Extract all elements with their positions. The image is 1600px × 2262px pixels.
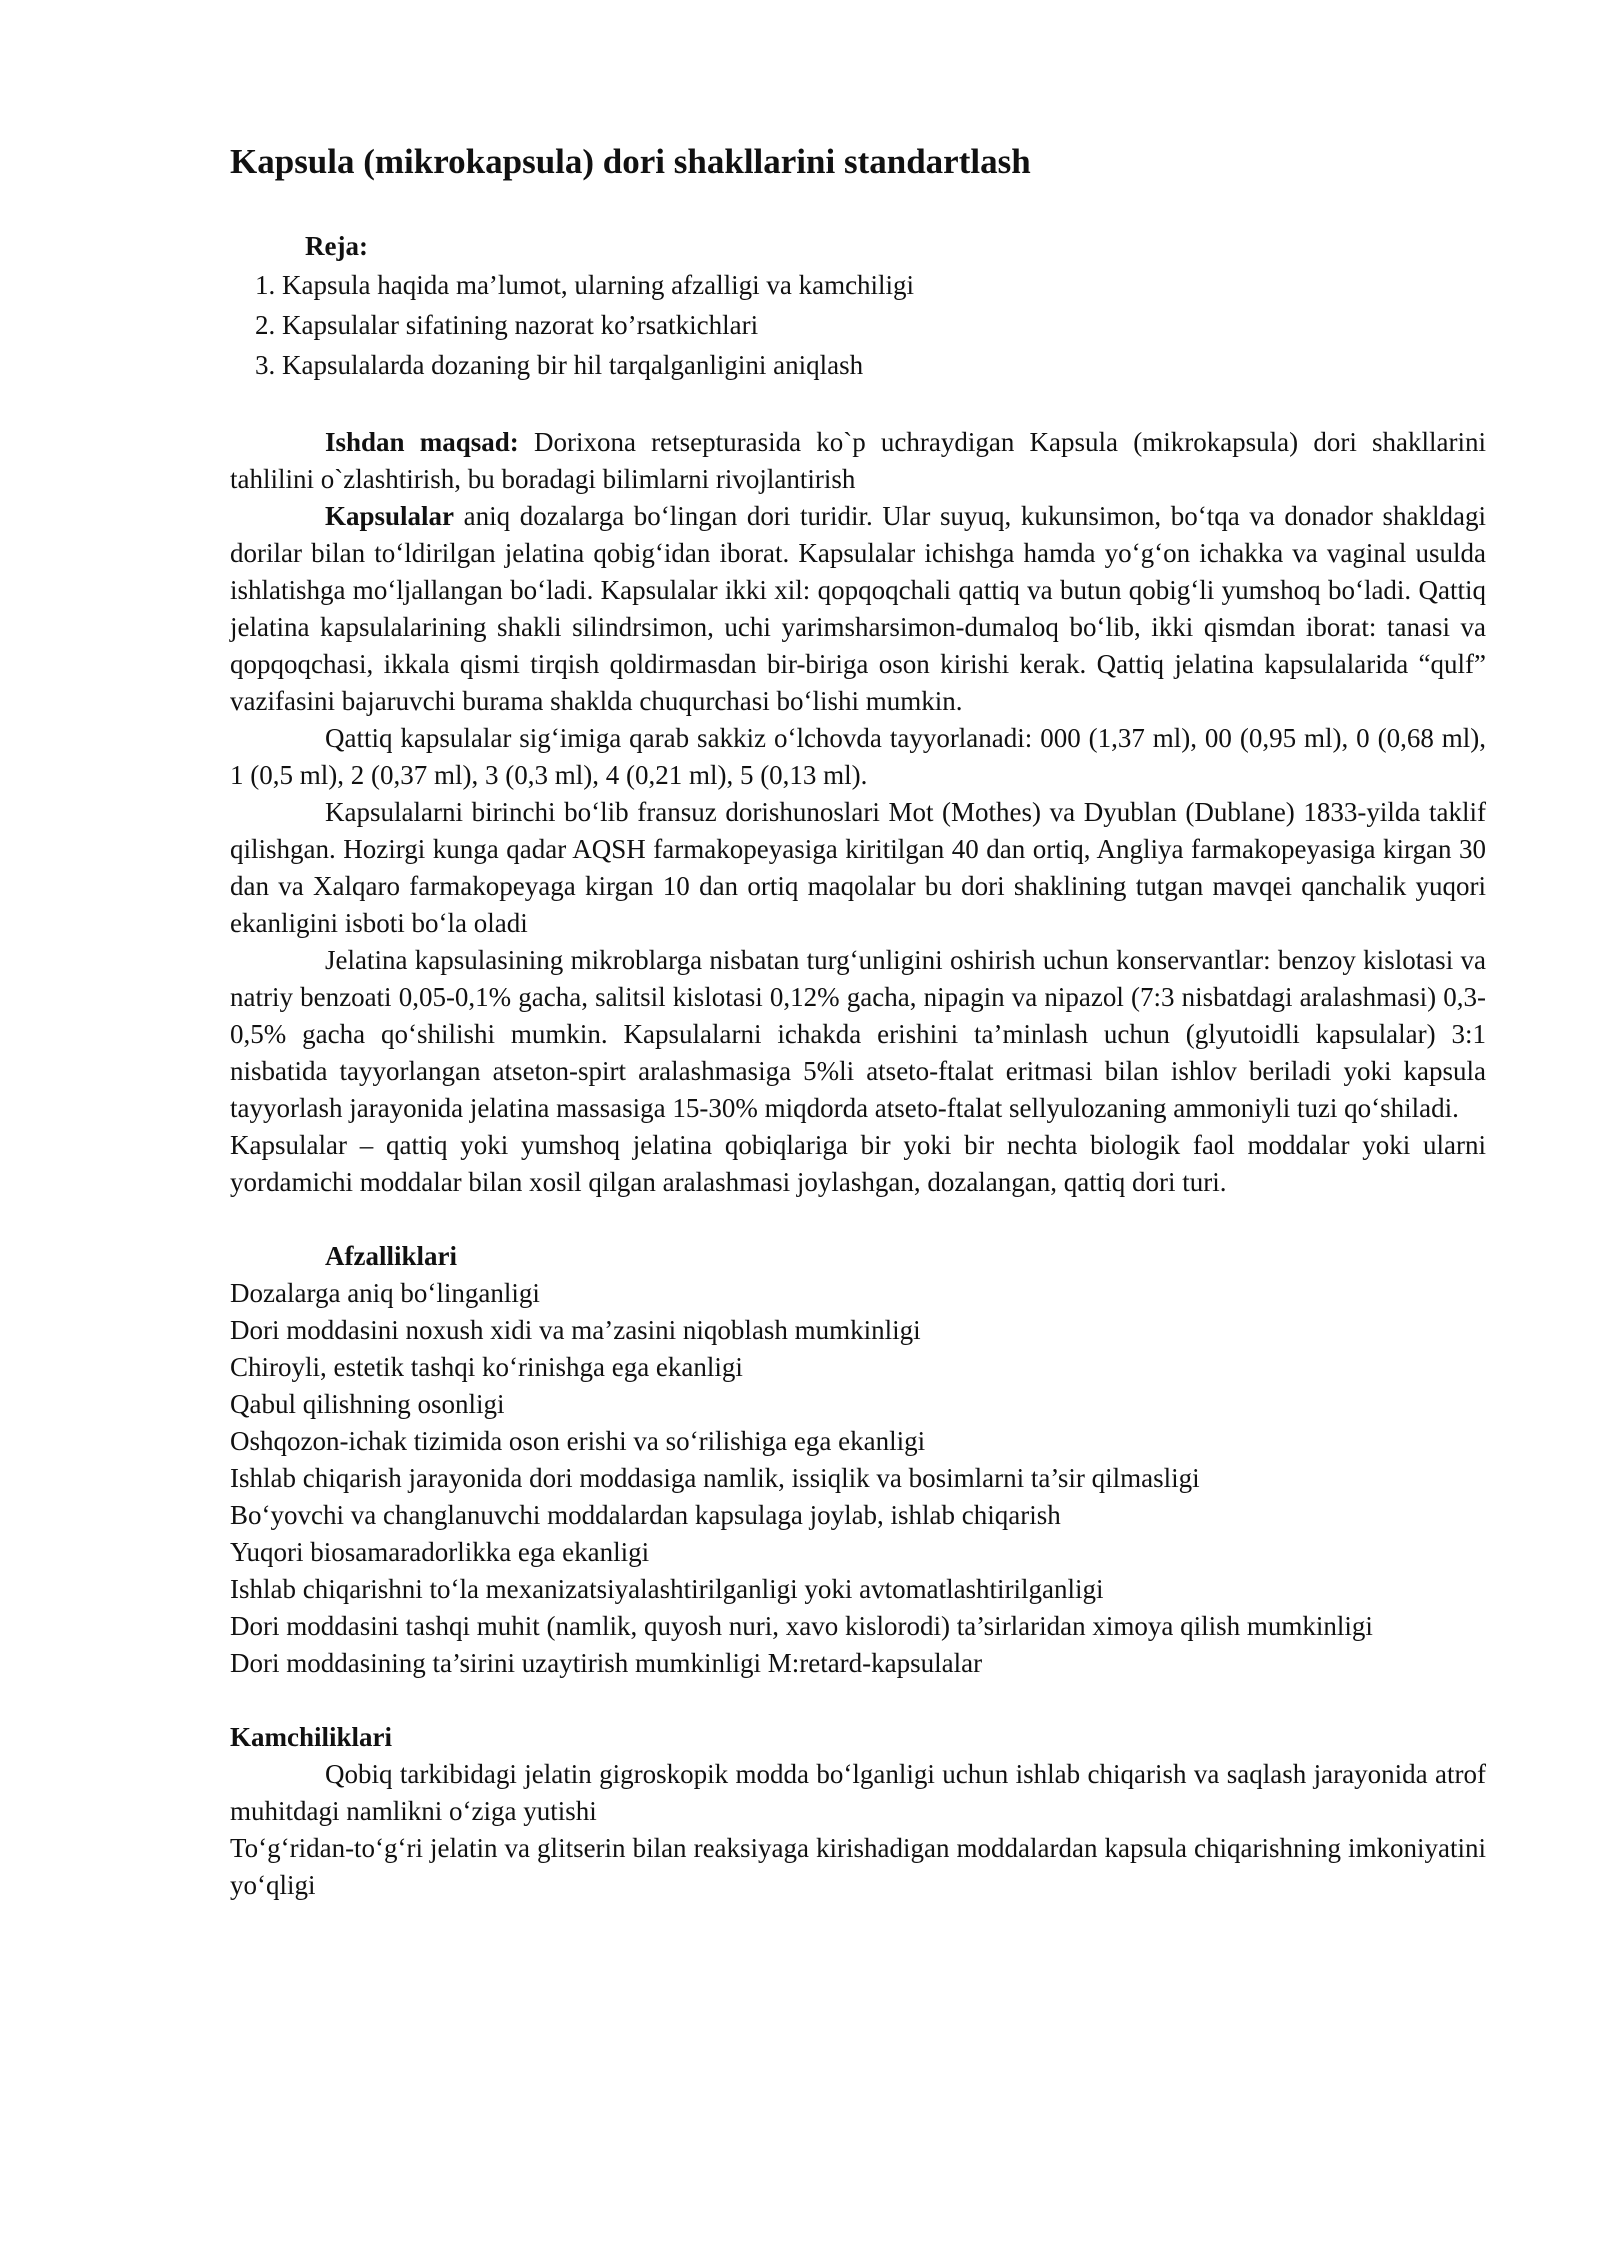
advantage-item: Ishlab chiqarish jarayonida dori moddasiga namlik, issiqlik va bosimlarni ta’sir qilmasligi bbox=[230, 1463, 1200, 1493]
advantage-item: Dori moddasini tashqi muhit (namlik, quyosh nuri, xavo kislorodi) ta’sirlaridan ximoya qilish mumkinligi bbox=[230, 1611, 1373, 1641]
plan-item: 1. Kapsula haqida ma’lumot, ularning afzalligi va kamchiligi bbox=[255, 270, 915, 300]
history-paragraph: Kapsulalarni birinchi bo‘lib fransuz dorishunoslari Mot (Mothes) va Dyublan (Dublane) 1833-yilda taklif qilishgan. Hozirgi kunga qadar AQSH farmakopeyasiga kiritilgan 40 dan ortiq, Angliya farmakopeyasiga kirgan 30 dan va Xalqaro farmakopeyaga kirgan 10 dan ortiq maqolalar bu dori shaklining tutgan mavqei qanchalik yuqori ekanligini isboti bo‘la oladi bbox=[230, 797, 1486, 938]
plan-item: 2. Kapsulalar sifatining nazorat ko’rsatkichlari bbox=[255, 310, 759, 340]
advantage-item: Chiroyli, estetik tashqi ko‘rinishga ega ekanligi bbox=[230, 1352, 743, 1382]
definition-paragraph: Kapsulalar – qattiq yoki yumshoq jelatina qobiqlariga bir yoki bir nechta biologik faol moddalar yoki ularni yordamichi moddalar bilan xosil qilgan aralashmasi joylashgan, dozalangan, qattiq dori turi. bbox=[230, 1130, 1486, 1197]
plan-item: 3. Kapsulalarda dozaning bir hil tarqalganligini aniqlash bbox=[255, 350, 864, 380]
document-content bbox=[230, 140, 1486, 1904]
goal-label: Ishdan maqsad: bbox=[325, 427, 519, 457]
advantage-item: Dori moddasini noxush xidi va ma’zasini niqoblash mumkinligi bbox=[230, 1315, 921, 1345]
disadvantage-item: Qobiq tarkibidagi jelatin gigroskopik modda bo‘lganligi uchun ishlab chiqarish va saqlash jarayonida atrof muhitdagi namlikni o‘ziga yutishi bbox=[230, 1759, 1486, 1826]
plan-heading: Reja: bbox=[305, 231, 368, 261]
advantage-item: Qabul qilishning osonligi bbox=[230, 1389, 505, 1419]
intro-term: Kapsulalar bbox=[325, 501, 455, 531]
sizes-paragraph: Qattiq kapsulalar sig‘imiga qarab sakkiz o‘lchovda tayyorlanadi: 000 (1,37 ml), 00 (0,95 ml), 0 (0,68 ml), 1 (0,5 ml), 2 (0,37 ml), 3 (0,3 ml), 4 (0,21 ml), 5 (0,13 ml). bbox=[230, 723, 1486, 790]
goal-paragraph bbox=[230, 424, 1486, 498]
advantage-item: Dozalarga aniq bo‘linganligi bbox=[230, 1278, 540, 1308]
advantages-heading: Afzalliklari bbox=[325, 1241, 457, 1271]
goal-text: Dorixona retsepturasida ko`p uchraydigan Kapsula (mikrokapsula) dori shakllarini tahlilini o`zlashtirish, bu boradagi bilimlarni rivojlantirish bbox=[230, 427, 1486, 494]
advantages-list bbox=[230, 1275, 1486, 1682]
advantage-item: Oshqozon-ichak tizimida oson erishi va so‘rilishiga ega ekanligi bbox=[230, 1426, 926, 1456]
preservatives-paragraph: Jelatina kapsulasining mikroblarga nisbatan turg‘unligini oshirish uchun konservantlar: benzoy kislotasi va natriy benzoati 0,05-0,1% gacha, salitsil kislotasi 0,12% gacha, nipagin va nipazol (7:3 nisbatdagi aralashmasi) 0,3-0,5% gacha qo‘shilishi mumkin. Kapsulalarni ichakda erishini ta’minlash uchun (glyutoidli kapsulalar) 3:1 nisbatida tayyorlangan atseton-spirt aralashmasiga 5%li atseto-ftalat eritmasi bilan ishlov beriladi yoki kapsula tayyorlash jarayonida jelatina massasiga 15-30% miqdorda atseto-ftalat sellyulozaning ammoniyli tuzi qo‘shiladi. bbox=[230, 945, 1486, 1123]
document-title: Kapsula (mikrokapsula) dori shakllarini standartlash bbox=[230, 142, 1031, 181]
advantage-item: Dori moddasining ta’sirini uzaytirish mumkinligi M:retard-kapsulalar bbox=[230, 1648, 983, 1678]
disadvantage-item: To‘g‘ridan-to‘g‘ri jelatin va glitserin bilan reaksiyaga kirishadigan moddalardan kapsula chiqarishning imkoniyatini yo‘qligi bbox=[230, 1833, 1486, 1900]
advantage-item: Ishlab chiqarishni to‘la mexanizatsiyalashtirilganligi yoki avtomatlashtirilganligi bbox=[230, 1574, 1104, 1604]
plan-list bbox=[230, 267, 1486, 384]
intro-paragraph bbox=[230, 498, 1486, 720]
advantage-item: Bo‘yovchi va changlanuvchi moddalardan kapsulaga joylab, ishlab chiqarish bbox=[230, 1500, 1061, 1530]
disadvantages-heading: Kamchiliklari bbox=[230, 1722, 392, 1752]
intro-text: aniq dozalarga bo‘lingan dori turidir. Ular suyuq, kukunsimon, bo‘tqa va donador shakldagi dorilar bilan to‘ldirilgan jelatina qobig‘idan iborat. Kapsulalar ichishga hamda yo‘g‘on ichakka va vaginal usulda ishlatishga mo‘ljallangan bo‘ladi. Kapsulalar ikki xil: qopqoqchali qattiq va butun qobig‘li yumshoq bo‘ladi. Qattiq jelatina kapsulalarining shakli silindrsimon, uchi yarimsharsimon-dumaloq bo‘lib, ikki qismdan iborat: tanasi va qopqoqchasi, ikkala qismi tirqish qoldirmasdan bir-biriga oson kirishi kerak. Qattiq jelatina kapsulalarida “qulf” vazifasini bajaruvchi burama shaklda chuqurchasi bo‘lishi mumkin. bbox=[230, 501, 1486, 716]
advantage-item: Yuqori biosamaradorlikka ega ekanligi bbox=[230, 1537, 650, 1567]
